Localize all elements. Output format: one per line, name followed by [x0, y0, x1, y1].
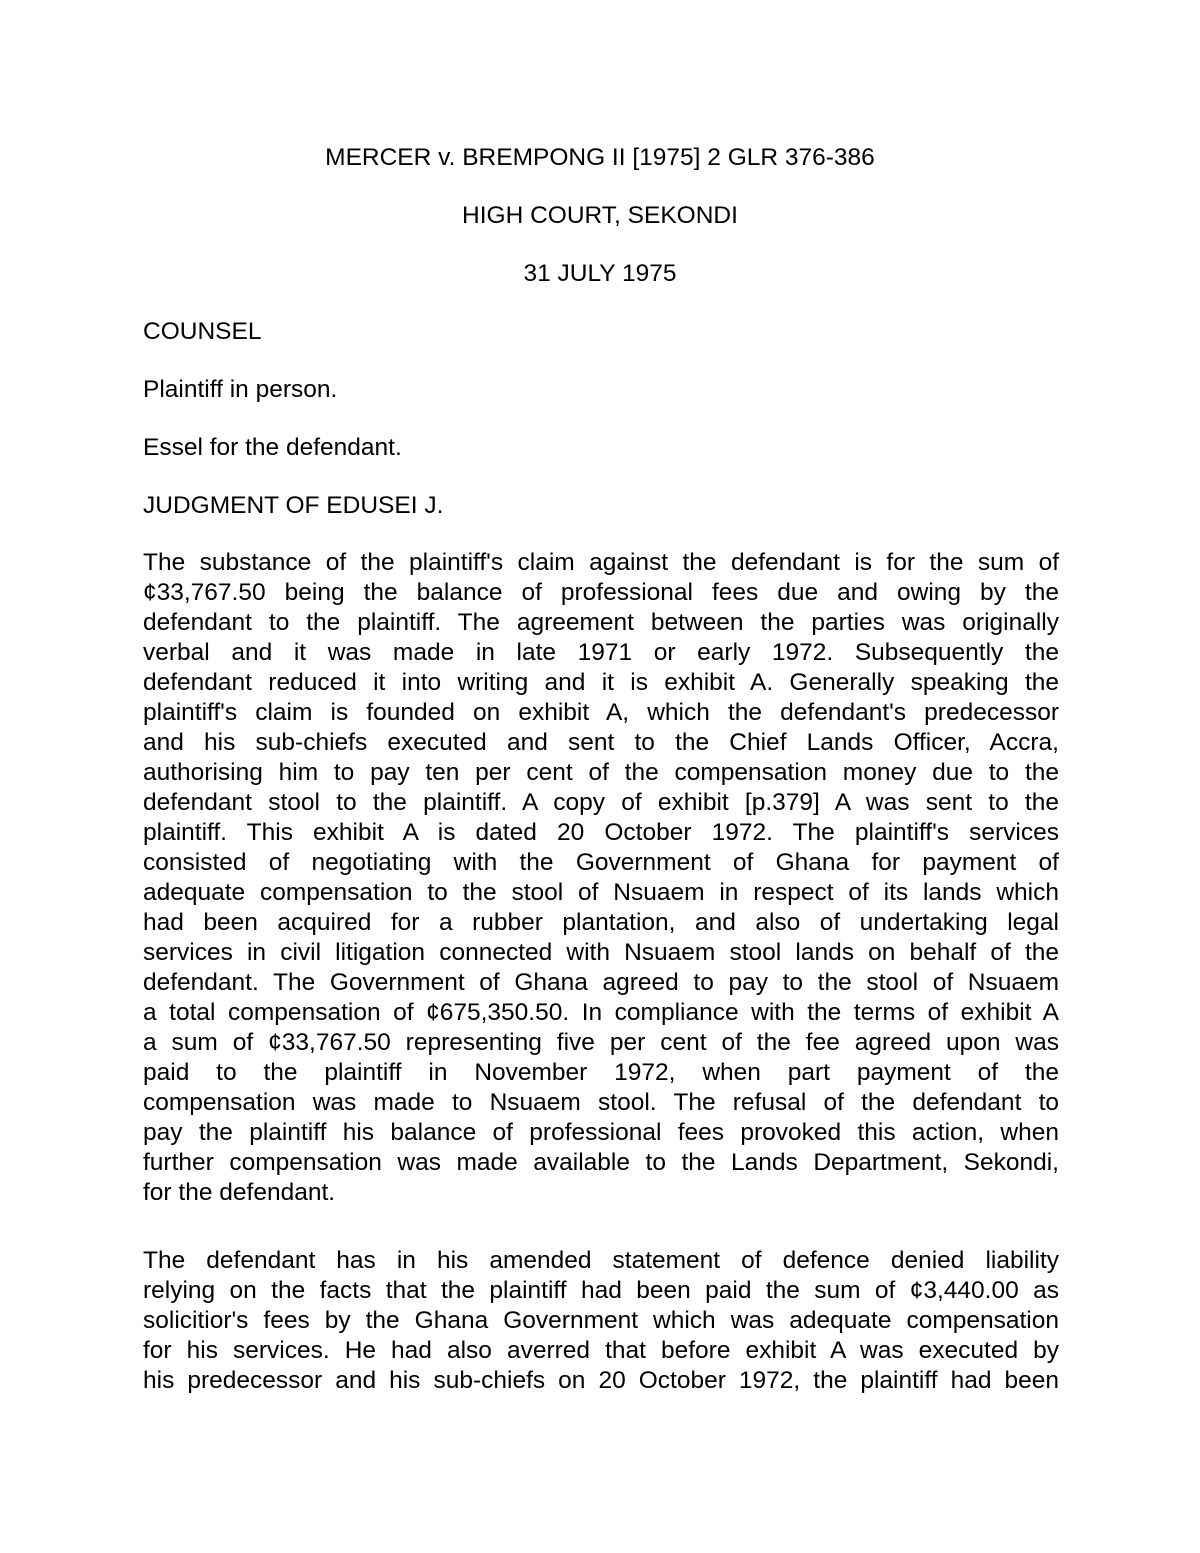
paragraph-line: defendant stool to the plaintiff. A copy of exhibit [p.379] A was sent to the	[143, 789, 1059, 816]
body-paragraph-1	[143, 548, 1059, 1208]
paragraph-line: ¢33,767.50 being the balance of professional fees due and owing by the	[143, 579, 1059, 606]
judgment-heading: JUDGMENT OF EDUSEI J.	[143, 492, 444, 519]
paragraph-line: plaintiff. This exhibit A is dated 20 October 1972. The plaintiff's services	[143, 819, 1059, 846]
case-citation: MERCER v. BREMPONG II [1975] 2 GLR 376-386	[325, 144, 875, 171]
paragraph-line: consisted of negotiating with the Government of Ghana for payment of	[143, 849, 1059, 876]
paragraph-line: The substance of the plaintiff's claim against the defendant is for the sum of	[143, 549, 1059, 576]
paragraph-line: paid to the plaintiff in November 1972, when part payment of the	[143, 1059, 1059, 1086]
paragraph-line: defendant to the plaintiff. The agreement between the parties was originally	[143, 609, 1059, 636]
paragraph-line: verbal and it was made in late 1971 or early 1972. Subsequently the	[143, 639, 1059, 666]
paragraph-line: solicitior's fees by the Ghana Government which was adequate compensation	[143, 1307, 1059, 1334]
paragraph-line: The defendant has in his amended statement of defence denied liability	[143, 1247, 1059, 1274]
judgment-date: 31 JULY 1975	[523, 260, 677, 287]
paragraph-line: for the defendant.	[143, 1179, 336, 1206]
paragraph-line: relying on the facts that the plaintiff had been paid the sum of ¢3,440.00 as	[143, 1277, 1059, 1304]
paragraph-line: adequate compensation to the stool of Nsuaem in respect of its lands which	[143, 879, 1059, 906]
counsel-plaintiff: Plaintiff in person.	[143, 376, 338, 403]
paragraph-line: services in civil litigation connected with Nsuaem stool lands on behalf of the	[143, 939, 1059, 966]
paragraph-line: compensation was made to Nsuaem stool. The refusal of the defendant to	[143, 1089, 1059, 1116]
paragraph-line: pay the plaintiff his balance of professional fees provoked this action, when	[143, 1119, 1059, 1146]
counsel-heading: COUNSEL	[143, 318, 262, 345]
paragraph-line: a total compensation of ¢675,350.50. In compliance with the terms of exhibit A	[143, 999, 1059, 1026]
paragraph-line: further compensation was made available to the Lands Department, Sekondi,	[143, 1149, 1059, 1176]
body-paragraph-2	[143, 1246, 1059, 1396]
paragraph-line: and his sub-chiefs executed and sent to the Chief Lands Officer, Accra,	[143, 729, 1059, 756]
paragraph-line: his predecessor and his sub-chiefs on 20 October 1972, the plaintiff had been	[143, 1367, 1059, 1394]
court-name: HIGH COURT, SEKONDI	[462, 202, 738, 229]
paragraph-line: had been acquired for a rubber plantation, and also of undertaking legal	[143, 909, 1059, 936]
paragraph-line: plaintiff's claim is founded on exhibit A, which the defendant's predecessor	[143, 699, 1059, 726]
paragraph-line: defendant. The Government of Ghana agreed to pay to the stool of Nsuaem	[143, 969, 1059, 996]
paragraph-line: defendant reduced it into writing and it is exhibit A. Generally speaking the	[143, 669, 1059, 696]
paragraph-line: for his services. He had also averred that before exhibit A was executed by	[143, 1337, 1059, 1364]
paragraph-line: authorising him to pay ten per cent of the compensation money due to the	[143, 759, 1059, 786]
counsel-defendant: Essel for the defendant.	[143, 434, 402, 461]
paragraph-line: a sum of ¢33,767.50 representing five per cent of the fee agreed upon was	[143, 1029, 1059, 1056]
